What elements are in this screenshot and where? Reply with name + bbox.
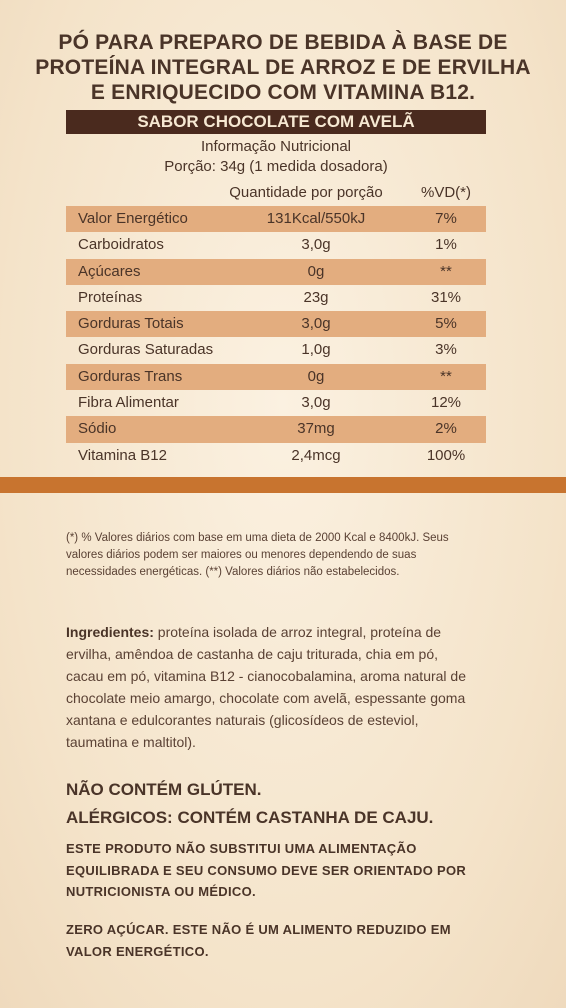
nutrient-vd: ** [440, 367, 452, 385]
zero-sugar-notice: ZERO AÇÚCAR. ESTE NÃO É UM ALIMENTO REDUZIDO EM VALOR ENERGÉTICO. [66, 922, 451, 959]
header-quantity: Quantidade por porção [229, 184, 383, 201]
nutrient-vd: 5% [435, 315, 457, 333]
nutrient-name: Açúcares [78, 262, 141, 280]
table-row [66, 337, 486, 363]
nutrient-name: Gorduras Trans [78, 367, 183, 385]
nutrient-quantity: 3,0g [301, 394, 331, 412]
footnote: (*) % Valores diários com base em uma dieta de 2000 Kcal e 8400kJ. Seus valores diários podem ser maiores ou menores dependendo de suas necessidades energéticas. (**) Valores diários não estabelecidos. [66, 532, 449, 578]
nutrient-quantity: 37mg [297, 420, 335, 438]
nutrition-table [66, 180, 486, 469]
table-row [66, 443, 486, 469]
nutrient-vd: 3% [435, 341, 457, 359]
nutrient-name: Vitamina B12 [78, 446, 167, 464]
table-row [66, 259, 486, 285]
product-title [0, 30, 566, 105]
nutrient-vd: 100% [426, 446, 466, 464]
nutrient-quantity: 3,0g [301, 315, 331, 333]
nutrient-quantity: 1,0g [301, 341, 331, 359]
nutrient-vd: 31% [430, 288, 462, 306]
table-row [66, 232, 486, 258]
table-row [66, 390, 486, 416]
nutrient-vd: 7% [435, 210, 457, 227]
title-line: E ENRIQUECIDO COM VITAMINA B12. [90, 81, 476, 104]
nutrient-quantity: 23g [303, 288, 329, 306]
table-row [66, 416, 486, 442]
flavor-banner: SABOR CHOCOLATE COM AVELÃ [66, 110, 486, 134]
ingredients-text: proteína isolada de arroz integral, proteína de ervilha, amêndoa de castanha de caju triturada, chia em pó, cacau em pó, vitamina B12 - cianocobalamina, aroma natural de chocolate meio amargo, chocolate com avelã, espessante goma xantana e edulcorantes naturais (glicosídeos de esteviol, taumatina e maltitol). [66, 624, 466, 750]
table-body [66, 206, 486, 469]
table-row [66, 311, 486, 337]
nutrient-quantity: 131Kcal/550kJ [266, 210, 366, 227]
nutrient-name: Fibra Alimentar [78, 394, 179, 412]
nutrient-name: Valor Energético [78, 210, 188, 227]
nutrient-name: Proteínas [78, 288, 143, 306]
divider-band [0, 477, 566, 493]
nutrient-quantity: 0g [307, 262, 325, 280]
nutrient-name: Sódio [78, 420, 117, 438]
nutrient-vd: ** [440, 262, 452, 280]
header-vd: %VD(*) [420, 184, 471, 201]
nutrition-title: Informação Nutricional [200, 138, 352, 155]
nutrient-quantity: 3,0g [301, 236, 331, 254]
title-line: PROTEÍNA INTEGRAL DE ARROZ E DE ERVILHA [35, 56, 531, 79]
title-line: PÓ PARA PREPARO DE BEBIDA À BASE DE [58, 31, 508, 54]
nutrient-name: Carboidratos [78, 236, 164, 254]
nutrient-name: Gorduras Saturadas [78, 341, 214, 359]
nutrient-quantity: 0g [307, 367, 325, 385]
table-row [66, 364, 486, 390]
ingredients [66, 621, 466, 753]
allergy-warning: ALÉRGICOS: CONTÉM CASTANHA DE CAJU. [66, 808, 434, 827]
table-row [66, 285, 486, 311]
table-row [66, 206, 486, 232]
table-header [66, 180, 486, 206]
nutrient-name: Gorduras Totais [78, 315, 184, 333]
nutrient-quantity: 2,4mcg [291, 446, 341, 464]
gluten-warning: NÃO CONTÉM GLÚTEN. [66, 780, 262, 799]
ingredients-label: Ingredientes: [66, 624, 154, 640]
portion-text: Porção: 34g (1 medida dosadora) [164, 158, 388, 175]
nutrient-vd: 12% [430, 394, 462, 412]
nutrient-vd: 2% [435, 420, 457, 438]
product-notice: ESTE PRODUTO NÃO SUBSTITUI UMA ALIMENTAÇÃO EQUILIBRADA E SEU CONSUMO DEVE SER ORIENTADO POR NUTRICIONISTA OU MÉDICO. [66, 841, 467, 899]
nutrient-vd: 1% [435, 236, 457, 254]
